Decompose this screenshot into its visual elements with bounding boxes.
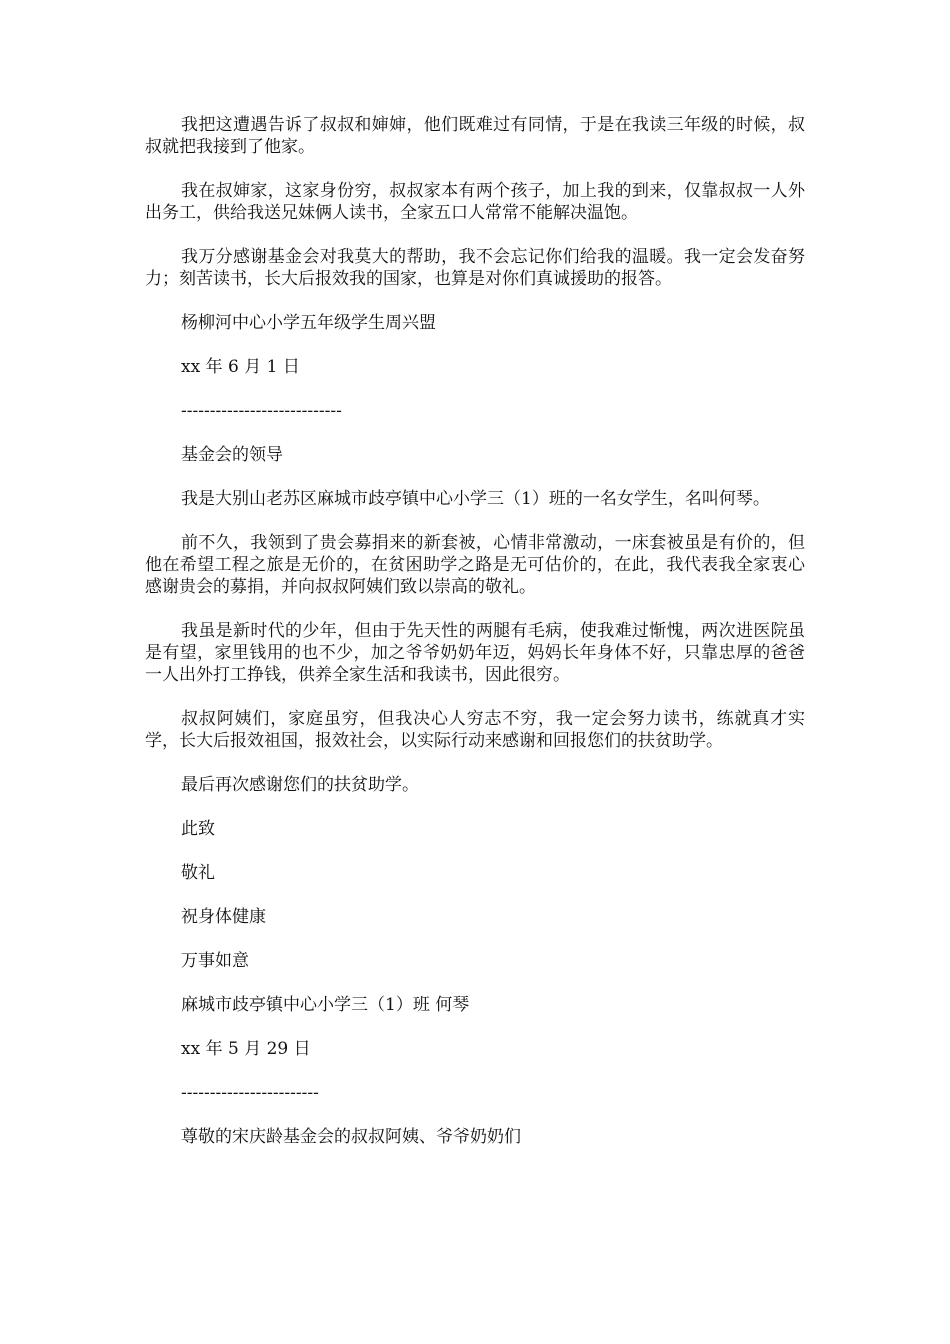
- date-june-1: xx 年 6 月 1 日: [181, 357, 300, 377]
- closing-jingli: 敬礼: [181, 863, 215, 883]
- paragraph-introduction: 我是大别山老苏区麻城市歧亭镇中心小学三（1）班的一名女学生，名叫何琴。: [181, 489, 770, 509]
- closing-health-wish: 祝身体健康: [181, 907, 266, 927]
- closing-cizhi: 此致: [181, 819, 215, 839]
- date-may-29: xx 年 5 月 29 日: [181, 1039, 311, 1059]
- paragraph-determination: 叔叔阿姨们，家庭虽穷，但我决心人穷志不穷，我一定会努力读书，练就真才实学，长大后报效祖国，报效社会，以实际行动来感谢和回报您们的扶贫助学。: [145, 709, 805, 751]
- paragraph-quilt-donation: 前不久，我领到了贵会募捐来的新套被，心情非常激动，一床套被虽是有价的，但他在希望工程之旅是无价的，在贫困助学之路是无可估价的，在此，我代表我全家衷心感谢贵会的募捐，并向叔叔阿姨们致以崇高的敬礼。: [145, 533, 805, 597]
- salutation-soong-ching-ling-foundation: 尊敬的宋庆龄基金会的叔叔阿姨、爷爷奶奶们: [181, 1127, 521, 1147]
- signature-zhou-xingmeng: 杨柳河中心小学五年级学生周兴盟: [181, 313, 436, 333]
- salutation-foundation-leaders: 基金会的领导: [181, 445, 283, 465]
- separator-2: ------------------------: [181, 1083, 319, 1103]
- paragraph-uncle-aunt: 我把这遭遇告诉了叔叔和婶婶，他们既难过有同情，于是在我读三年级的时候，叔叔就把我接到了他家。: [145, 115, 805, 157]
- paragraph-gratitude: 我万分感谢基金会对我莫大的帮助，我不会忘记你们给我的温暖。我一定会发奋努力；刻苦读书，长大后报效我的国家，也算是对你们真诚援助的报答。: [145, 247, 805, 289]
- paragraph-hardship: 我虽是新时代的少年，但由于先天性的两腿有毛病，使我难过惭愧，两次进医院虽是有望，家里钱用的也不少，加之爷爷奶奶年迈，妈妈长年身体不好，只靠忠厚的爸爸一人出外打工挣钱，供养全家生活和我读书，因此很穷。: [145, 621, 805, 685]
- closing-wanshi-ruyi: 万事如意: [181, 951, 249, 971]
- separator-1: ----------------------------: [181, 401, 342, 421]
- signature-he-qin: 麻城市歧亭镇中心小学三（1）班 何琴: [181, 995, 470, 1015]
- closing-thanks: 最后再次感谢您们的扶贫助学。: [181, 775, 419, 795]
- paragraph-family-poverty: 我在叔婶家，这家身份穷，叔叔家本有两个孩子，加上我的到来，仅靠叔叔一人外出务工，供给我送兄妹俩人读书，全家五口人常常不能解决温饱。: [145, 181, 805, 223]
- document-body: [145, 114, 805, 1170]
